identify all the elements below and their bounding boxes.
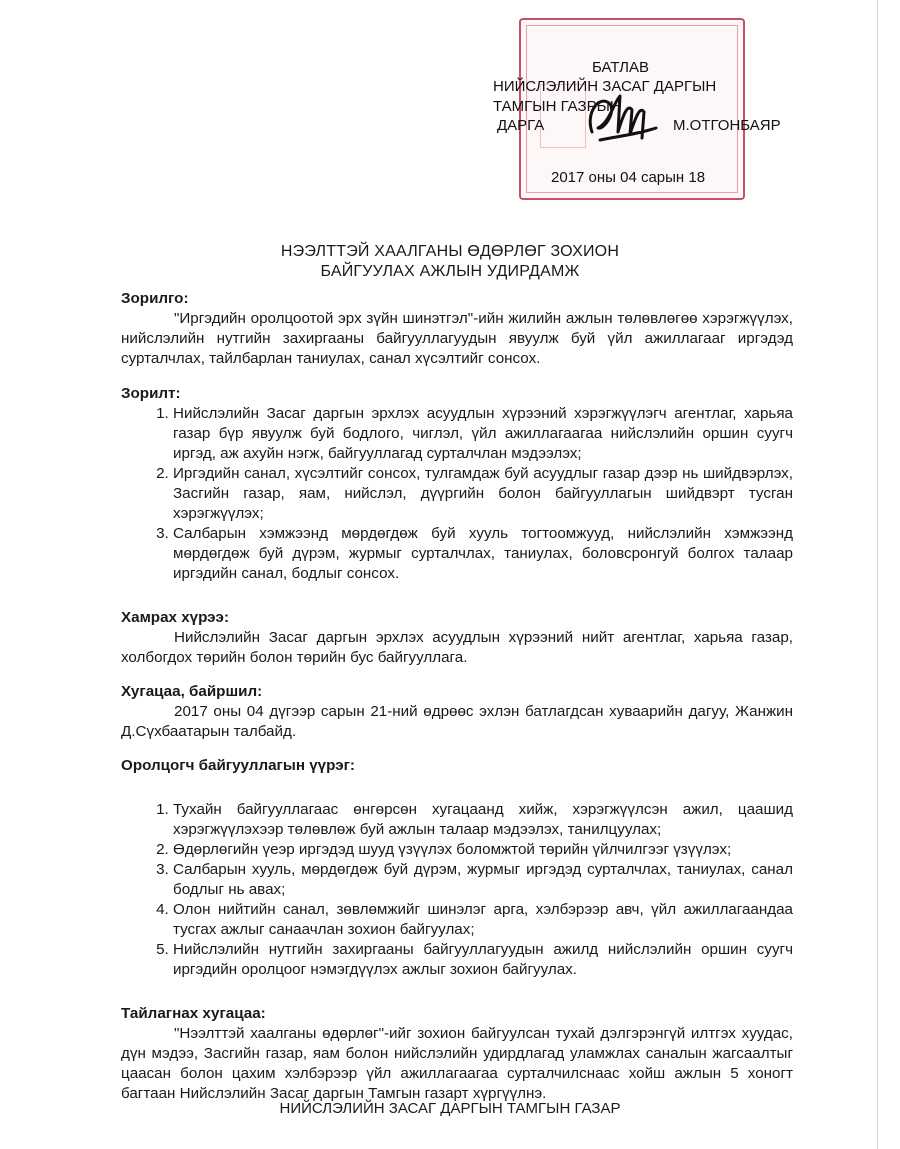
list-item: 1. Нийслэлийн Засаг даргын эрхлэх асуудлын хүрээний хэрэгжүүлэгч агентлаг, харьяа газар бүр явуулж буй бодлого, чиглэл, үйл ажиллагаагаа нийслэлийн оршин суугч иргэд, аж ахуйн нэгж, байгууллагад сурталчлан мэдээлэх; (173, 404, 793, 464)
approval-position: ДАРГА (497, 117, 545, 134)
document-body (121, 289, 793, 1104)
section-text-scope: Нийслэлийн Засаг даргын эрхлэх асуудлын хүрээний нийт агентлаг, харьяа газар, холбогдох төрийн болон төрийн бус байгууллага. (121, 629, 793, 666)
approval-line-1: БАТЛАВ (592, 59, 650, 76)
document-footer-organization: НИЙСЛЭЛИЙН ЗАСАГ ДАРГЫН ТАМГЫН ГАЗАР (279, 1100, 621, 1117)
section-text-time-place: 2017 оны 04 дүгээр сарын 21-ний өдрөөс эхлэн батлагдсан хуваарийн дагуу, Жанжин Д.Сүхбаатарын талбайд. (121, 703, 793, 740)
list-item: 1. Тухайн байгууллагаас өнгөрсөн хугацаанд хийж, хэрэгжүүлсэн ажил, цаашид хэрэгжүүлэхээр төлөвлөж буй ажлын талаар мэдээлэх, танилцуулах; (173, 800, 793, 840)
section-heading-objectives: Зорилт: (121, 385, 181, 402)
section-heading-scope: Хамрах хүрээ: (121, 609, 230, 626)
approval-name: М.ОТГОНБАЯР (673, 117, 781, 134)
section-text-reporting: "Нээлттэй хаалганы өдөрлөг"-ийг зохион байгуулсан тухай дэлгэрэнгүй илтгэх хуудас, дүн мэдээ, Засгийн газар, яам болон нийслэлийн удирдлагад уламжлах саналын жагсаалтыг цаасан болон цахим хэлбэрээр үйл ажиллагаагаа сурталчилснаас хойш ажлын 5 хоногт багтаан Нийслэлийн Засаг даргын Тамгын газарт хүргүүлнэ. (121, 1025, 793, 1102)
section-heading-time-place: Хугацаа, байршил: (121, 683, 263, 700)
list-item: 5. Нийслэлийн нутгийн захиргааны байгууллагуудын ажилд нийслэлийн оршин суугч иргэдийн оролцоог нэмэгдүүлэх ажлыг зохион байгуулах. (173, 940, 793, 980)
section-heading-reporting: Тайлагнах хугацаа: (121, 1005, 266, 1022)
approval-line-3: ТАМГЫН ГАЗРЫН (493, 98, 621, 115)
list-item: 2. Иргэдийн санал, хүсэлтийг сонсох, тулгамдаж буй асуудлыг газар дээр нь шийдвэрлэх, Засгийн газар, яам, нийслэл, дүүргийн болон байгууллагын шийдвэрт тусган хэрэгжүүлэх; (173, 464, 793, 524)
section-heading-goal: Зорилго: (121, 290, 189, 307)
participants-list (121, 800, 793, 980)
document-title-line-1: НЭЭЛТТЭЙ ХААЛГАНЫ ӨДӨРЛӨГ ЗОХИОН (280, 243, 620, 260)
section-text-goal: "Иргэдийн оролцоотой эрх зүйн шинэтгэл"-ийн жилийн ажлын төлөвлөгөө хэрэгжүүлэх, нийслэлийн нутгийн захиргааны байгууллагуудын явуулж буй үйл ажиллагааг иргэдэд сурталчлах, тайлбарлан таниулах, санал хүсэлтийг сонсох. (121, 310, 793, 367)
page-edge-line (877, 0, 878, 1149)
section-heading-participants: Оролцогч байгууллагын үүрэг: (121, 757, 355, 774)
list-item: 3. Салбарын хууль, мөрдөгдөж буй дүрэм, журмыг иргэдэд сурталчлах, таниулах, санал бодлыг нь авах; (173, 860, 793, 900)
approval-date: 2017 оны 04 сарын 18 (551, 169, 706, 186)
document-title-line-2: БАЙГУУЛАХ АЖЛЫН УДИРДАМЖ (320, 263, 580, 280)
list-item: 4. Олон нийтийн санал, зөвлөмжийг шинэлэг арга, хэлбэрээр авч, үйл ажиллагаандаа тусгах ажлыг санаачлан зохион байгуулах; (173, 900, 793, 940)
objectives-list (121, 404, 793, 584)
list-item: 3. Салбарын хэмжээнд мөрдөгдөж буй хууль тогтоомжууд, нийслэлийн хэмжээнд мөрдөгдөж буй дүрэм, журмыг сурталчлах, таниулах, боловсронгуй болгох талаар иргэдийн санал, бодлыг сонсох. (173, 524, 793, 584)
list-item: 2. Өдөрлөгийн үеэр иргэдэд шууд үзүүлэх боломжтой төрийн үйлчилгээг үзүүлэх; (173, 840, 793, 860)
approval-line-2: НИЙСЛЭЛИЙН ЗАСАГ ДАРГЫН (493, 78, 717, 95)
